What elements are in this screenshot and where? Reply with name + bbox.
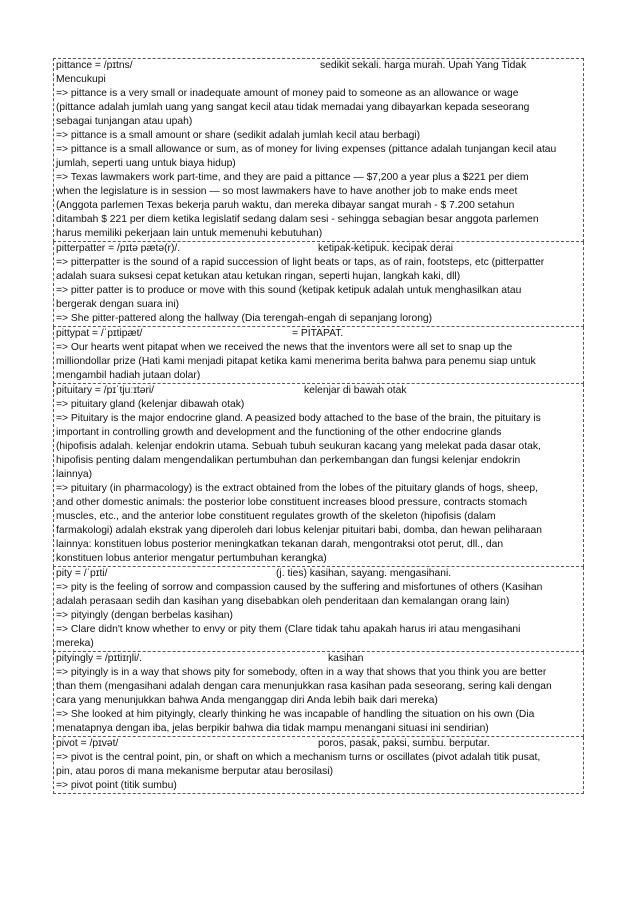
- definition-line: (pittance adalah jumlah uang yang sangat kecil atau tidak memadai yang dibayarkan kepada seseorang: [56, 102, 530, 113]
- definition-line: than them (mengasihani adalah dengan cara menunjukkan rasa kasihan pada seseorang, sering kali dengan: [56, 681, 552, 692]
- entry-head: [56, 652, 581, 666]
- definition-line: => pitter patter is to produce or move with this sound (ketipak ketipuk adalah untuk menghasilkan atau: [56, 285, 522, 296]
- definition-line: and other domestic animals: the posterior lobe constituent increases blood pressure, contracts stomach: [56, 497, 528, 508]
- definition-line: => pittance is a small allowance or sum, as of money for living expenses (pittance adalah tunjangan kecil atau: [56, 144, 557, 155]
- entry-meaning: = PITAPAT.: [292, 328, 344, 339]
- entry-lines: [56, 581, 581, 651]
- entry-term: pitterpatter = /pɪtə pætə(r)/.: [56, 243, 181, 254]
- entry-lines: [56, 87, 581, 241]
- entry-term: pittance = /pɪtns/: [56, 60, 133, 71]
- entry-term: pity = /ˈpɪti/: [56, 568, 108, 579]
- dictionary-document: [53, 58, 584, 794]
- entry-term: pittypat = /ˈpɪtipæt/: [56, 328, 143, 339]
- definition-line: => Pituitary is the major endocrine gland. A peasized body attached to the base of the brain, the pituitary is: [56, 413, 541, 424]
- definition-line: => Texas lawmakers work part-time, and they are paid a pittance — $7,200 a year plus a $221 per diem: [56, 172, 529, 183]
- entry-lines: [56, 341, 581, 383]
- definition-line: ditambah $ 221 per diem ketika legislatif sedang dalam sesi - sehingga sebagian besar anggota parlemen: [56, 214, 539, 225]
- definition-line: sebagai tunjangan atau upah): [56, 116, 193, 127]
- entry-head: [56, 737, 581, 751]
- entry-meaning: sedikit sekali. harga murah. Upah Yang Tidak: [320, 60, 527, 71]
- definition-line: => pityingly is in a way that shows pity for somebody, often in a way that shows that you think you are better: [56, 667, 547, 678]
- entry-lines: [56, 666, 581, 736]
- entry-term: pivot = /pɪvət/: [56, 738, 119, 749]
- entry-meaning: ketipak-ketipuk. kecipak derai: [318, 243, 454, 254]
- entry-meaning: (j. ties) kasihan, sayang. mengasihani.: [276, 568, 452, 579]
- definition-line: jumlah, seperti uang untuk biaya hidup): [56, 158, 236, 169]
- definition-line: => pivot is the central point, pin, or shaft on which a mechanism turns or oscillates (pivot adalah titik pusat,: [56, 752, 541, 763]
- definition-line: muscles, etc., and the anterior lobe constituent regulates growth of the skeleton (hipofisis (dalam: [56, 511, 496, 522]
- definition-line: => pittance is a small amount or share (sedikit adalah jumlah kecil atau berbagi): [56, 130, 421, 141]
- definition-line: => pittance is a very small or inadequate amount of money paid to someone as an allowance or wage: [56, 88, 519, 99]
- definition-line: hipofisis penting dalam mengendalikan pertumbuhan dan perkembangan dan fungsi kelenjar endokrin: [56, 455, 521, 466]
- definition-line: => pivot point (titik sumbu): [56, 780, 177, 791]
- definition-line: => Our hearts went pitapat when we received the news that the inventors were all set to snap up the: [56, 342, 513, 353]
- definition-line: important in controlling growth and development and the functioning of the other endocrine glands: [56, 427, 502, 438]
- entry-lines: [56, 398, 581, 566]
- definition-line: => She looked at him pityingly, clearly thinking he was incapable of handling the situation on his own (Dia: [56, 709, 535, 720]
- entry-meaning: poros, pasak, paksi, sumbu. berputar.: [318, 738, 490, 749]
- definition-line: harus memiliki pekerjaan lain untuk memenuhi kebutuhan): [56, 228, 323, 239]
- definition-line: cara yang menunjukkan bahwa Anda menganggap diri Anda lebih baik dari mereka): [56, 695, 438, 706]
- entry-pituitary: [53, 384, 584, 567]
- entry-head: [56, 384, 581, 398]
- definition-line: (Anggota parlemen Texas bekerja paruh waktu, dan mereka dibayar sangat murah - $ 7.200 setahun: [56, 200, 515, 211]
- definition-line: pin, atau poros di mana mekanisme berputar atau berosilasi): [56, 766, 334, 777]
- definition-line: adalah perasaan sedih dan kasihan yang disebabkan oleh penderitaan dan kemalangan orang lain): [56, 596, 510, 607]
- definition-line: => She pitter-pattered along the hallway (Dia terengah-engah di sepanjang lorong): [56, 313, 433, 324]
- entry-pittance: [53, 58, 584, 242]
- entry-meaning: kelenjar di bawah otak: [304, 385, 407, 396]
- entry-term: pityingly = /pɪtiɪŋli/.: [56, 653, 143, 664]
- entry-head: [56, 242, 581, 256]
- definition-line: lainnya): [56, 469, 93, 480]
- definition-line: bergerak dengan suara ini): [56, 299, 180, 310]
- definition-line: konstituen lobus anterior mengatur pertumbuhan kerangka): [56, 553, 327, 564]
- definition-line: => pityingly (dengan berbelas kasihan): [56, 610, 233, 621]
- definition-line: (hipofisis adalah. kelenjar endokrin utama. Sebuah tubuh seukuran kacang yang melekat pada dasar otak,: [56, 441, 541, 452]
- entry-pity: [53, 567, 584, 652]
- entry-meaning-continued: Mencukupi: [56, 74, 106, 85]
- entry-lines: [56, 256, 581, 326]
- entry-head: [56, 327, 581, 341]
- entry-pivot: [53, 737, 584, 794]
- definition-line: adalah suara suksesi cepat ketukan atau ketukan ringan, seperti hujan, langkah kaki, dll): [56, 271, 461, 282]
- entry-lines: [56, 751, 581, 793]
- definition-line: menatapnya dengan iba, jelas berpikir bahwa dia tidak mampu menangani situasi ini sendirian): [56, 723, 489, 734]
- definition-line: => pitterpatter is the sound of a rapid succession of light beats or taps, as of rain, footsteps, etc (pitterpatter: [56, 257, 545, 268]
- entry-head: [56, 567, 581, 581]
- definition-line: => pituitary (in pharmacology) is the extract obtained from the lobes of the pituitary glands of hogs, sheep,: [56, 483, 538, 494]
- definition-line: => Clare didn't know whether to envy or pity them (Clare tidak tahu apakah harus iri atau mengasihani: [56, 624, 521, 635]
- entry-term: pituitary = /pɪˈtjuːɪtəri/: [56, 385, 155, 396]
- definition-line: when the legislature is in session — so most lawmakers have to have another job to make ends meet: [56, 186, 518, 197]
- entry-pityingly: [53, 652, 584, 737]
- entry-meaning: kasihan: [328, 653, 364, 664]
- definition-line: lainnya: konstituen lobus posterior meningkatkan tekanan darah, mengontraksi otot perut, dll., dan: [56, 539, 504, 550]
- definition-line: => pity is the feeling of sorrow and compassion caused by the suffering and misfortunes of others (Kasihan: [56, 582, 543, 593]
- definition-line: mengambil hadiah jutaan dolar): [56, 370, 201, 381]
- definition-line: mereka): [56, 638, 94, 649]
- entry-pitterpatter: [53, 242, 584, 327]
- definition-line: => pituitary gland (kelenjar dibawah otak): [56, 399, 245, 410]
- definition-line: milliondollar prize (Hati kami menjadi pitapat ketika kami menerima berita bahwa para penemu siap untuk: [56, 356, 536, 367]
- definition-line: farmakologi) adalah ekstrak yang diperoleh dari lobus kelenjar pituitari babi, domba, dan hewan peliharaan: [56, 525, 542, 536]
- entry-head: [56, 59, 581, 73]
- entry-pittypat: [53, 327, 584, 384]
